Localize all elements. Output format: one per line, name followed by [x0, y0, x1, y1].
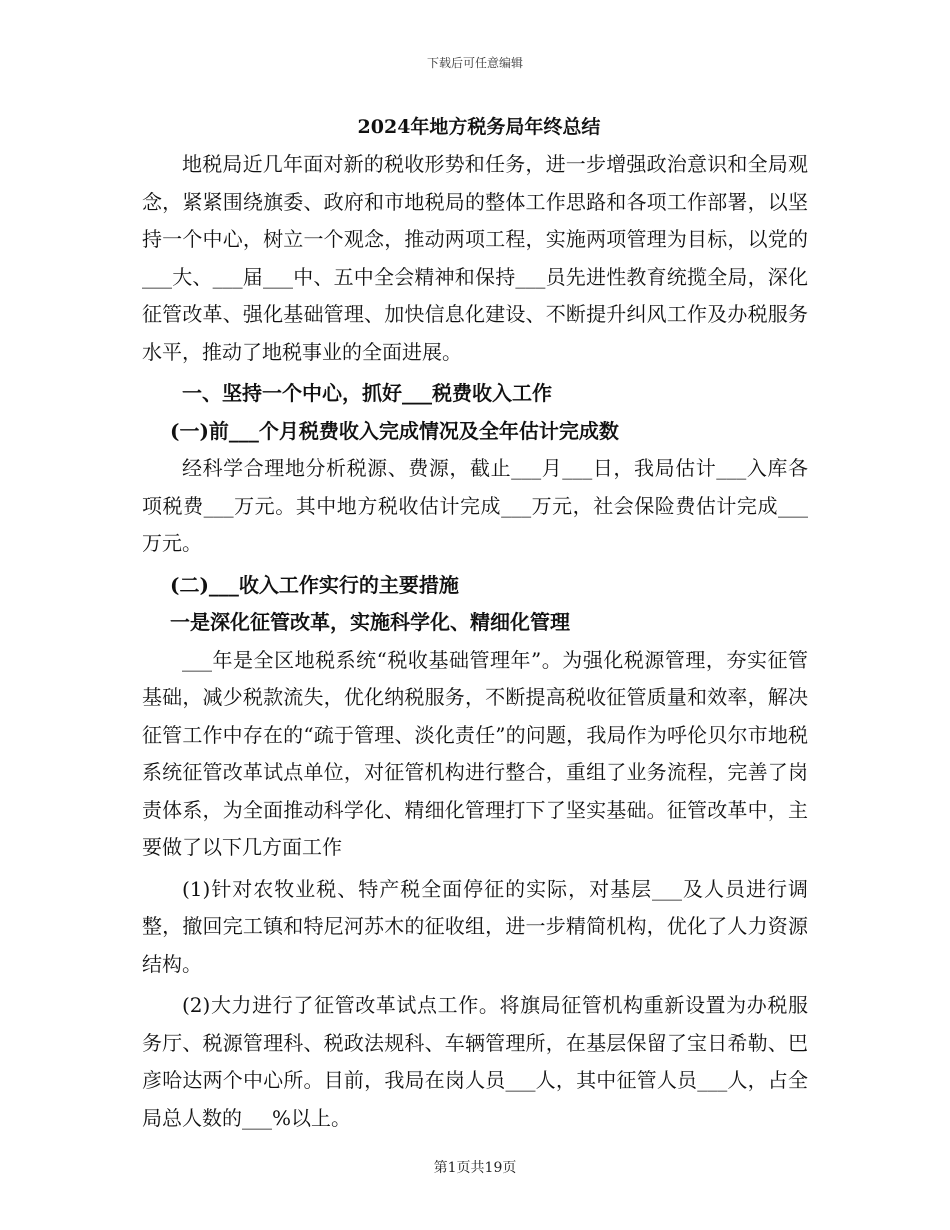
paragraph-reform: ___年是全区地税系统“税收基础管理年”。为强化税源管理，夯实征管基础，减少税款流失，优化纳税服务，不断提高税收征管质量和效率，解决征管工作中存在的“疏于管理、淡化责任”的问题，我局作为呼伦贝尔市地税系统征管改革试点单位，对征管机构进行整合，重组了业务流程，完善了岗责体系，为全面推动科学化、精细化管理打下了坚实基础。征管改革中，主要做了以下几方面工作	[142, 647, 808, 859]
paragraph-item-1: (1)针对农牧业税、特产税全面停征的实际，对基层___及人员进行调整，撤回完工镇和特尼河苏木的征收组，进一步精简机构，优化了人力资源结构。	[142, 876, 808, 976]
page-footer: 第1页共19页	[433, 1160, 517, 1176]
paragraph-revenue: 经科学合理地分析税源、费源，截止___月___日，我局估计___入库各项税费___万元。其中地方税收估计完成___万元，社会保险费估计完成___万元。	[142, 456, 808, 555]
heading-section-1: 一、坚持一个中心，抓好___税费收入工作	[182, 381, 552, 405]
paragraph-item-2: (2)大力进行了征管改革试点工作。将旗局征管机构重新设置为办税服务厅、税源管理科、税政法规科、车辆管理所，在基层保留了宝日希勒、巴彦哈达两个中心所。目前，我局在岗人员___人，其中征管人员___人，占全局总人数的___%以上。	[142, 993, 808, 1130]
page-header: 下载后可任意编辑	[426, 56, 523, 70]
document-body	[142, 108, 808, 1137]
heading-measure-1: 一是深化征管改革，实施科学化、精细化管理	[170, 610, 570, 634]
document-title: 2024年地方税务局年终总结	[357, 116, 601, 138]
heading-subsection-2: (二)___收入工作实行的主要措施	[170, 572, 459, 597]
heading-subsection-1: (一)前___个月税费收入完成情况及全年估计完成数	[170, 418, 619, 443]
paragraph-intro: 地税局近几年面对新的税收形势和任务，进一步增强政治意识和全局观念，紧紧围绕旗委、政府和市地税局的整体工作思路和各项工作部署，以坚持一个中心，树立一个观念，推动两项工程，实施两项管理为目标，以党的___大、___届___中、五中全会精神和保持___员先进性教育统揽全局，深化征管改革、强化基础管理、加快信息化建设、不断提升纠风工作及办税服务水平，推动了地税事业的全面进展。	[142, 152, 808, 364]
